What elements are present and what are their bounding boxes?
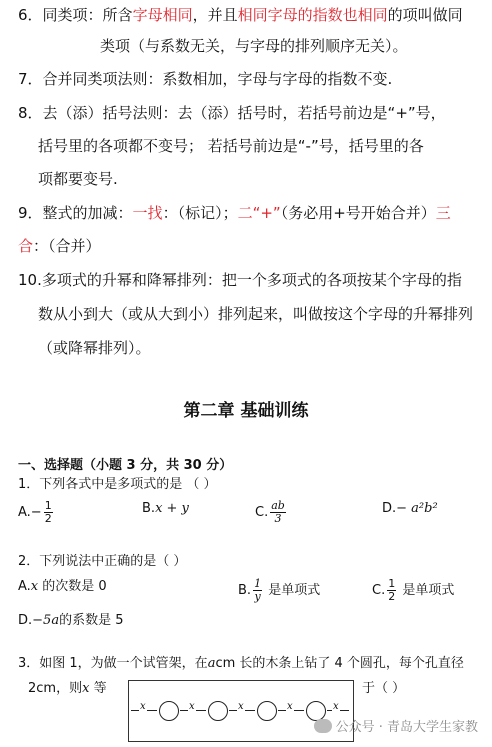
rule-6-text-e: 的项叫做同: [387, 6, 463, 24]
rule-9-text-h: ：（合并）: [33, 237, 101, 255]
question-2-option-a: A.x 的次数是 0: [18, 579, 107, 594]
question-1-option-c: C. $\frac{ab}{3}$: [255, 499, 285, 525]
gap-label-2: x: [189, 701, 195, 712]
gap-label-4: x: [287, 701, 293, 712]
rule-8-line-2: 括号里的各项都不变号； 若括号前边是“-”号，括号里的各: [38, 137, 424, 155]
rule-6-text-c: ，并且: [192, 6, 238, 24]
question-2-option-d: D.−5a的系数是 5: [18, 613, 124, 628]
rule-6-number: 6．: [18, 6, 43, 24]
rule-10-line-3: （或降幂排列）。: [38, 339, 151, 357]
question-3-line-2-tail: 于（ ）: [362, 681, 406, 696]
section-heading: 一、选择题（小题 3 分，共 30 分）: [18, 458, 233, 473]
q2-c-fraction: $\frac{1}{2}$: [388, 577, 396, 603]
q1-a-label: A.−: [18, 505, 42, 520]
rule-9-step-three-a: 三: [435, 204, 451, 222]
rule-8-line-1: 8．去（添）括号法则：去（添）括号时，若括号前边是“+”号，: [18, 104, 446, 122]
rule-8-line-3: 项都要变号.: [38, 170, 118, 188]
question-2-option-b: B. $\frac{1}{y}$ 是单项式: [238, 577, 321, 603]
watermark-text: 公众号 · 青岛大学生家教: [335, 720, 478, 735]
question-1-option-a: [18, 500, 55, 525]
chapter-title: 第二章 基础训练: [183, 401, 309, 421]
question-1-stem: 1．下列各式中是多项式的是 （ ）: [18, 477, 217, 492]
rule-9-step-one: 一找: [132, 204, 163, 222]
rule-6-highlight-exponents-same: 相同字母的指数也相同: [237, 6, 388, 24]
rule-7: 7．合并同类项法则：系数相加，字母与字母的指数不变.: [18, 70, 393, 88]
question-3-line-1: 3．如图 1，为做一个试管架，在acm 长的木条上钻了 4 个圆孔，每个孔直径: [18, 656, 464, 671]
rule-9-step-three-b: 合: [18, 237, 34, 255]
question-2-stem: 2．下列说法中正确的是（ ）: [18, 554, 187, 569]
rule-6-text-a: 同类项：所含: [42, 6, 133, 24]
rule-9-line-2: [18, 235, 101, 257]
rule-6-line-2: 类项（与系数无关，与字母的排列顺序无关）。: [100, 37, 408, 55]
hole-2: [208, 701, 228, 721]
rule-10-line-1: 10.多项式的升幂和降幂排列：把一个多项式的各项按某个字母的指: [18, 271, 462, 289]
question-2-option-c: C. $\frac{1}{2}$ 是单项式: [372, 577, 455, 603]
rule-9-line-1: [18, 202, 451, 224]
q1-c-fraction: $\frac{ab}{3}$: [271, 499, 285, 525]
hole-1: [159, 701, 179, 721]
rule-9-text-c: ：（标记）；: [162, 204, 238, 222]
rule-6-highlight-letters-same: 字母相同: [132, 6, 193, 24]
wechat-logo-icon: [314, 719, 332, 733]
q2-b-fraction: $\frac{1}{y}$: [254, 577, 262, 603]
q1-b-expr: x + y: [155, 501, 189, 516]
q1-d-expr: − a²b²: [396, 501, 438, 516]
rule-10-line-2: 数从小到大（或从大到小）排列起来，叫做按这个字母的升幂排列: [38, 305, 474, 323]
question-1-option-d: D.− a²b²: [382, 501, 438, 516]
rule-9-step-two: 二“+”: [237, 204, 281, 222]
hole-3: [257, 701, 277, 721]
gap-label-1: x: [140, 701, 146, 712]
question-3-line-2: 2cm，则x 等: [28, 681, 107, 696]
gap-label-3: x: [238, 701, 244, 712]
watermark: [314, 716, 478, 735]
gap-label-5: x: [333, 701, 339, 712]
rule-9-text-a: 9．整式的加减：: [18, 204, 133, 222]
rule-9-text-e: （务必用+号开始合并）: [280, 204, 436, 222]
q1-a-fraction: $\frac{1}{2}$: [44, 499, 52, 525]
question-1-option-b: B.x + y: [142, 501, 189, 516]
rule-6-line-1: [18, 4, 463, 26]
